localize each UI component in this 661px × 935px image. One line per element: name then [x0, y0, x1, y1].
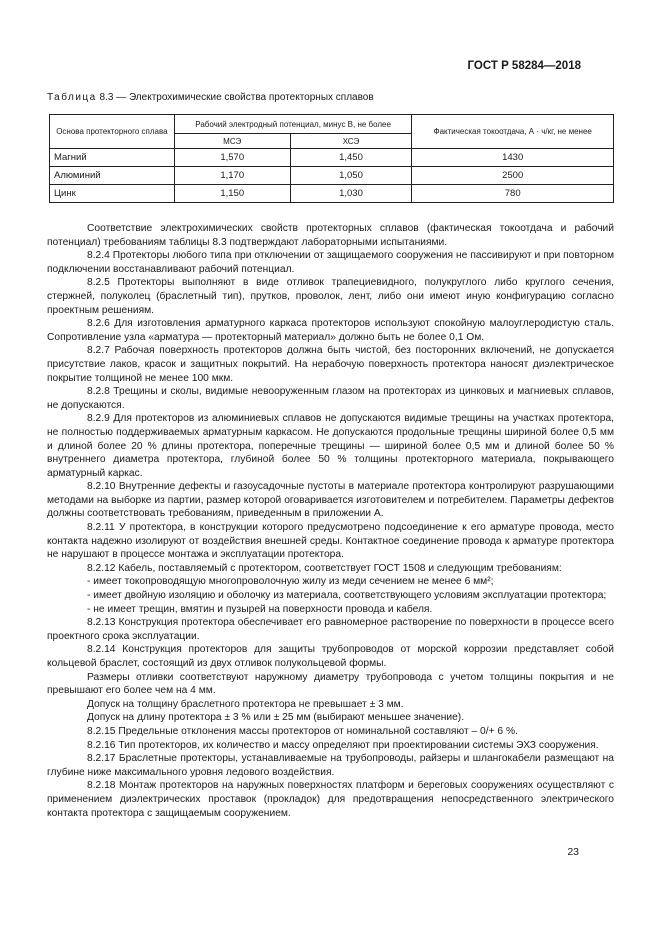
paragraph: 8.2.12 Кабель, поставляемый с протектором, соответствует ГОСТ 1508 и следующим требованиям: — [87, 562, 562, 574]
cell-hse: 1,450 — [290, 149, 412, 167]
paragraph: 8.2.6 Для изготовления арматурного каркаса протекторов используют спокойную малоуглеродистую сталь. Сопротивление узла «арматура — протекторный материал» должно быть не более 0,1 Ом. — [47, 318, 614, 343]
paragraph: 8.2.15 Предельные отклонения массы протекторов от номинальной составляют – 0/+ 6 %. — [87, 725, 518, 737]
cell-output: 2500 — [412, 167, 614, 185]
paragraph: 8.2.8 Трещины и сколы, видимые невооруженным глазом на протекторах из цинковых и магниевых сплавов, не допускаются. — [47, 386, 614, 411]
page-number: 23 — [567, 846, 579, 858]
paragraph: - не имеет трещин, вмятин и пузырей на поверхности провода и кабеля. — [87, 603, 433, 615]
paragraph: 8.2.11 У протектора, в конструкции которого предусмотрено подсоединение к его арматуре провода, место контакта надежно изолируют от воздействия внешней среды. Контактное соединение провода к арматуре протектора не нарушают в процессе монтажа и эксплуатации протектора. — [47, 522, 614, 561]
header-msce: МСЭ — [174, 134, 290, 149]
paragraph: 8.2.18 Монтаж протекторов на наружных поверхностях платформ и береговых сооружениях осуществляют с применением диэлектрических проставок (прокладок) для предотвращения непосредственного электрического контакта протектора с защищаемым сооружением. — [47, 780, 614, 819]
paragraph: 8.2.14 Конструкция протекторов для защиты трубопроводов от морской коррозии представляет собой кольцевой браслет, состоящий из двух отливок полукольцевой формы. — [47, 644, 614, 669]
cell-output: 780 — [412, 185, 614, 203]
cell-hse: 1,050 — [290, 167, 412, 185]
header-working-potential: Рабочий электродный потенциал, минус В, не более — [174, 115, 412, 134]
table-caption-label: Таблица — [47, 92, 97, 103]
header-alloy-base: Основа протекторного сплава — [50, 115, 175, 149]
paragraph: 8.2.7 Рабочая поверхность протекторов должна быть чистой, без посторонних включений, не допускается присутствие лаков, красок и защитных покрытий. На нерабочую поверхность протектора наносят диэлектрическое покрытие толщиной не менее 100 мкм. — [47, 345, 614, 384]
cell-msce: 1,170 — [174, 167, 290, 185]
paragraph: 8.2.13 Конструкция протектора обеспечивает его равномерное растворение по поверхности в процессе всего проектного срока эксплуатации. — [47, 617, 614, 642]
document-code: ГОСТ Р 58284—2018 — [467, 60, 581, 72]
header-current-output: Фактическая токоотдача, А · ч/кг, не менее — [412, 115, 614, 149]
table-row — [50, 167, 614, 185]
paragraph: Размеры отливки соответствуют наружному диаметру трубопровода с учетом толщины покрытия и не превышают его более чем на 4 мм. — [47, 671, 614, 697]
paragraph: 8.2.9 Для протекторов из алюминиевых сплавов не допускаются видимые трещины на участках протектора, не полностью поддерживаемых арматурным каркасом. Не допускаются продольные трещины шириной более 0,5 мм и длиной более 20 % длины протектора, поперечные трещины — шириной более 0,5 мм и длиной более 50 % внутреннего диаметра протектора, глубиной более 50 % толщины протекторного материала, покрывающего арматурный каркас. — [47, 413, 614, 479]
cell-base: Магний — [50, 149, 175, 167]
paragraph: - имеет двойную изоляцию и оболочку из материала, соответствующего условиям эксплуатации протектора; — [87, 590, 607, 602]
paragraph: Соответствие электрохимических свойств протекторных сплавов (фактическая токоотдача и рабочий потенциал) требованиям таблицы 8.3 подтверждают лабораторными испытаниями. — [47, 223, 614, 248]
table-header-row — [50, 115, 614, 134]
cell-msce: 1,150 — [174, 185, 290, 203]
table-caption-text: 8.3 — Электрохимические свойства протекторных сплавов — [96, 92, 374, 103]
table-caption — [47, 92, 374, 103]
paragraph: 8.2.4 Протекторы любого типа при отключении от защищаемого сооружения не пассивируют и при повторном подключении восстанавливают рабочий потенциал. — [47, 250, 614, 275]
alloy-properties-table — [49, 114, 614, 203]
cell-hse: 1,030 — [290, 185, 412, 203]
table-row — [50, 149, 614, 167]
body-text — [47, 222, 614, 820]
header-hse: ХСЭ — [290, 134, 412, 149]
cell-base: Цинк — [50, 185, 175, 203]
paragraph: 8.2.10 Внутренние дефекты и газоусадочные пустоты в материале протектора контролируют разрушающими методами на выборке из партии, размер которой оговаривается изготовителем и потребителем. Параметры дефектов должны соответствовать требованиям, приведенным в приложении А. — [47, 481, 614, 520]
cell-base: Алюминий — [50, 167, 175, 185]
paragraph: - имеет токопроводящую многопроволочную жилу из меди сечением не менее 6 мм²; — [87, 576, 494, 588]
paragraph: Допуск на длину протектора ± 3 % или ± 25 мм (выбирают меньшее значение). — [87, 712, 465, 724]
table-row — [50, 185, 614, 203]
cell-output: 1430 — [412, 149, 614, 167]
paragraph: 8.2.17 Браслетные протекторы, устанавливаемые на трубопроводы, райзеры и шлангокабели размещают на глубине ниже максимального уровня ледового воздействия. — [47, 753, 614, 778]
paragraph: Допуск на толщину браслетного протектора не превышает ± 3 мм. — [87, 698, 404, 710]
paragraph: 8.2.5 Протекторы выполняют в виде отливок трапециевидного, полукруглого либо круглого сечения, стержней, полуколец (браслетный тип), прутков, проволок, лент, либо они имеют иную конфигурацию согласно проектным решениям. — [47, 277, 614, 316]
cell-msce: 1,570 — [174, 149, 290, 167]
paragraph: 8.2.16 Тип протекторов, их количество и массу определяют при проектировании системы ЭХЗ сооружения. — [87, 739, 599, 751]
